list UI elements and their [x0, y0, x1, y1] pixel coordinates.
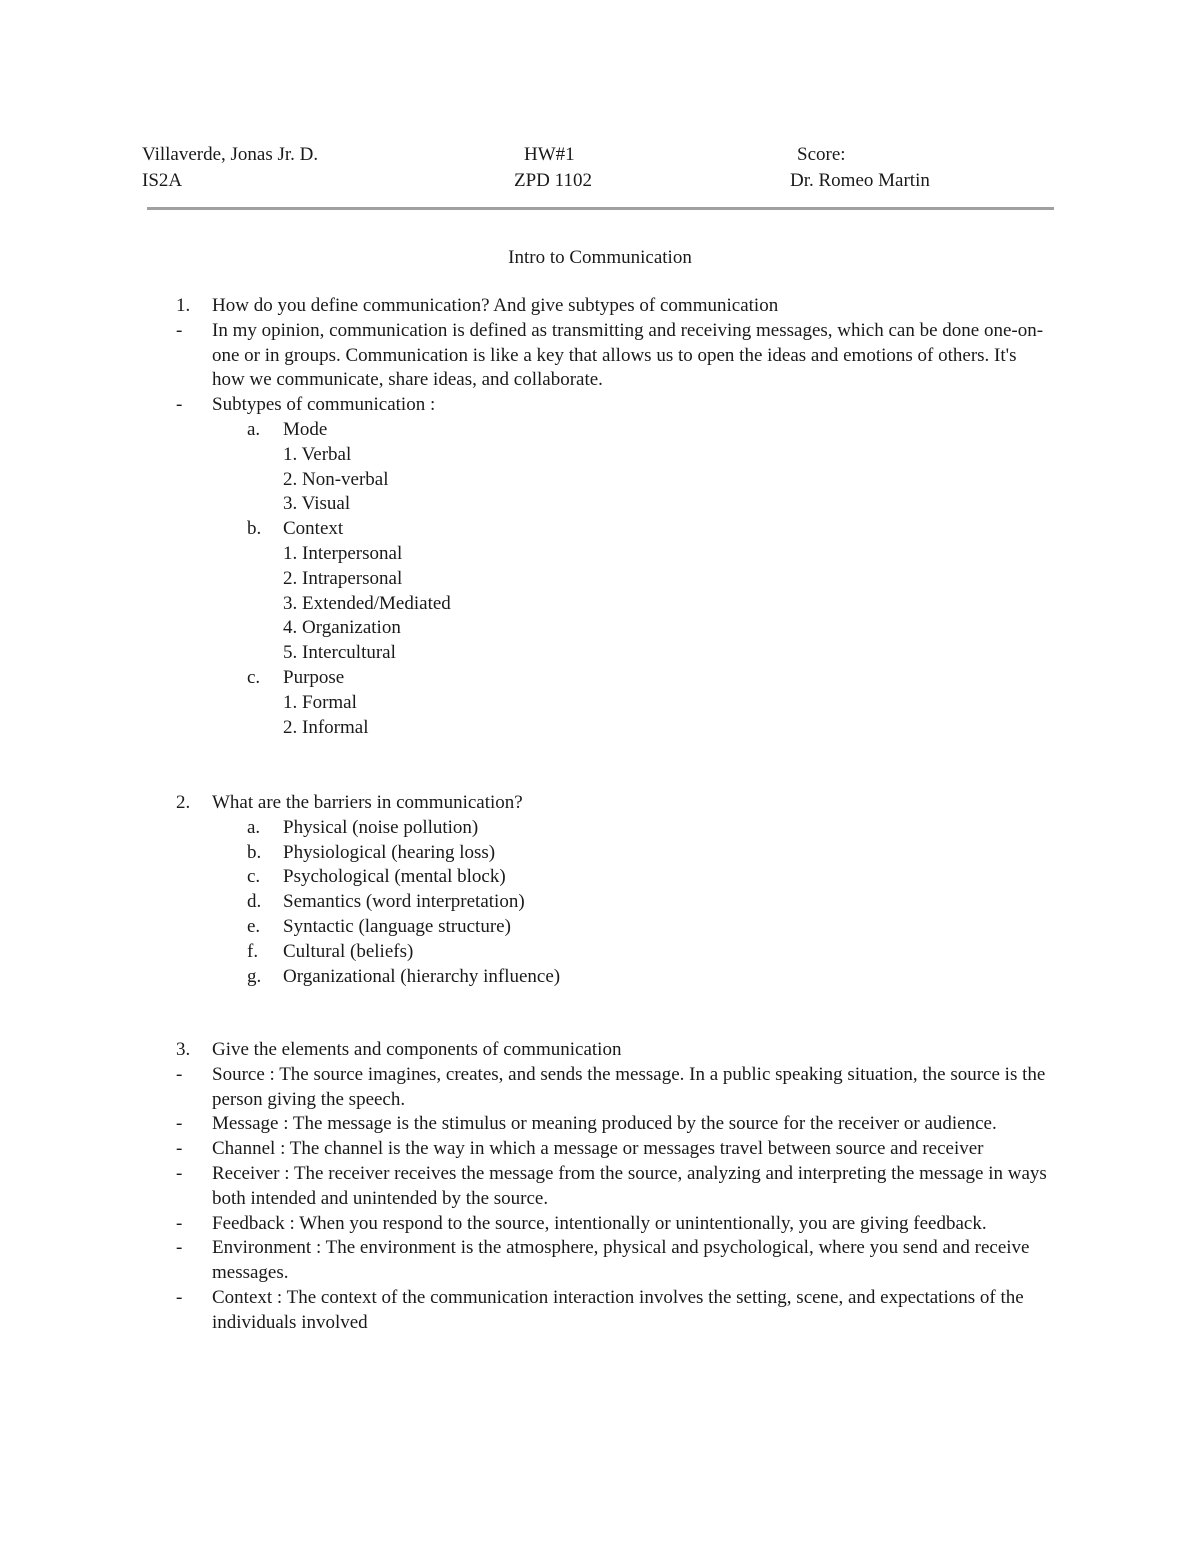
barrier-text: Physiological (hearing loss): [283, 841, 496, 863]
subtype-item-text: 2. Intrapersonal: [283, 567, 403, 589]
barrier-item: [0, 865, 1200, 890]
subtype-item: [0, 641, 1200, 666]
element-item: [176, 1137, 1052, 1162]
bullet-dash: -: [176, 1162, 183, 1184]
barrier-text: Semantics (word interpretation): [283, 891, 525, 913]
bullet-dash: -: [176, 1063, 183, 1085]
bullet-dash: -: [176, 1237, 183, 1259]
barrier-item: [0, 915, 1200, 940]
bullet-dash: -: [176, 1138, 183, 1160]
barrier-letter: g.: [247, 965, 262, 987]
barrier-letter: f.: [247, 940, 259, 962]
question-text: How do you define communication? And give subtypes of communication: [212, 295, 779, 316]
page-title: Intro to Communication: [508, 247, 692, 268]
bullet-dash: -: [176, 319, 183, 341]
question-line: [0, 294, 1200, 319]
element-item: [176, 1236, 1052, 1286]
bullet-dash: -: [176, 1286, 183, 1308]
subtype-item: [0, 691, 1200, 716]
question-line: [0, 1038, 1200, 1063]
barrier-item: [0, 816, 1200, 841]
subtype-item: [0, 443, 1200, 468]
barrier-item: [0, 841, 1200, 866]
header-divider: [147, 207, 1054, 210]
element-text: Message : The message is the stimulus or meaning produced by the source for the receiver or audience.: [212, 1113, 997, 1135]
question-number: 2.: [176, 792, 191, 813]
subtypes-label: Subtypes of communication :: [212, 394, 436, 416]
bullet-dash: -: [176, 1113, 183, 1135]
subtype-item-text: 2. Informal: [283, 716, 369, 738]
element-item: [176, 1063, 1052, 1113]
group-letter: a.: [247, 418, 261, 440]
barrier-item: [0, 965, 1200, 990]
subtype-item-text: 1. Verbal: [283, 443, 352, 465]
group-name: Mode: [283, 418, 328, 440]
element-item: [176, 1112, 1052, 1137]
subtype-item: [0, 716, 1200, 741]
answer-paragraph: [176, 319, 1052, 393]
barrier-text: Psychological (mental block): [283, 866, 506, 888]
subtype-item: [0, 592, 1200, 617]
subtypes-line: [0, 393, 1200, 418]
assignment: HW#1: [524, 144, 575, 165]
element-item: [176, 1212, 1052, 1237]
barrier-item: [0, 940, 1200, 965]
question-line: [0, 791, 1200, 816]
subtype-item-text: 1. Formal: [283, 691, 357, 713]
subtype-item-text: 5. Intercultural: [283, 642, 396, 664]
subtype-item: [0, 492, 1200, 517]
barrier-text: Syntactic (language structure): [283, 915, 511, 937]
barrier-letter: d.: [247, 891, 262, 913]
score-label: Score:: [797, 144, 846, 165]
question-number: 1.: [176, 295, 191, 316]
element-text: Receiver : The receiver receives the message from the source, analyzing and interpreting the message in ways both intended and unintended by the source.: [212, 1162, 1047, 1209]
instructor: Dr. Romeo Martin: [790, 170, 930, 191]
barrier-item: [0, 890, 1200, 915]
question-number: 3.: [176, 1039, 191, 1060]
bullet-dash: -: [176, 394, 183, 416]
barrier-letter: b.: [247, 841, 262, 863]
barrier-text: Cultural (beliefs): [283, 940, 414, 962]
question-text: Give the elements and components of communication: [212, 1039, 622, 1060]
subtype-group: [0, 418, 1200, 443]
barrier-text: Organizational (hierarchy influence): [283, 965, 561, 987]
subtype-item: [0, 468, 1200, 493]
group-name: Context: [283, 518, 344, 540]
barrier-letter: a.: [247, 816, 261, 838]
element-item: [176, 1286, 1052, 1336]
element-text: Source : The source imagines, creates, and sends the message. In a public speaking situation, the source is the person giving the speech.: [212, 1063, 1046, 1110]
question-2: [0, 791, 1200, 989]
element-text: Channel : The channel is the way in which a message or messages travel between source and receiver: [212, 1138, 984, 1160]
student-name: Villaverde, Jonas Jr. D.: [142, 144, 319, 165]
subtype-item-text: 3. Visual: [283, 493, 351, 515]
question-text: What are the barriers in communication?: [212, 792, 523, 813]
subtype-item-text: 1. Interpersonal: [283, 542, 403, 564]
question-1: [0, 294, 1200, 740]
section: IS2A: [142, 170, 183, 191]
subtype-item: [0, 616, 1200, 641]
group-letter: b.: [247, 518, 262, 540]
subtype-item: [0, 567, 1200, 592]
barrier-letter: c.: [247, 866, 261, 888]
question-3: [0, 1038, 1200, 1336]
group-letter: c.: [247, 666, 261, 688]
subtype-item-text: 3. Extended/Mediated: [283, 592, 451, 614]
element-text: Context : The context of the communication interaction involves the setting, scene, and expectations of the individuals involved: [212, 1286, 1024, 1333]
element-text: Environment : The environment is the atmosphere, physical and psychological, where you send and receive messages.: [212, 1237, 1030, 1284]
group-name: Purpose: [283, 666, 345, 688]
bullet-dash: -: [176, 1212, 183, 1234]
course-code: ZPD 1102: [514, 170, 592, 191]
element-item: [176, 1162, 1052, 1212]
subtype-item: [0, 542, 1200, 567]
subtype-group: [0, 666, 1200, 691]
answer-text: In my opinion, communication is defined as transmitting and receiving messages, which can be done one-on-one or in groups. Communication is like a key that allows us to open the ideas and emotions of others. It's how we communicate, share ideas, and collaborate.: [212, 319, 1044, 391]
subtype-group: [0, 517, 1200, 542]
barrier-letter: e.: [247, 915, 261, 937]
subtype-item-text: 4. Organization: [283, 617, 401, 639]
element-text: Feedback : When you respond to the source, intentionally or unintentionally, you are giving feedback.: [212, 1212, 987, 1234]
barrier-text: Physical (noise pollution): [283, 816, 479, 838]
subtype-item-text: 2. Non-verbal: [283, 468, 389, 490]
